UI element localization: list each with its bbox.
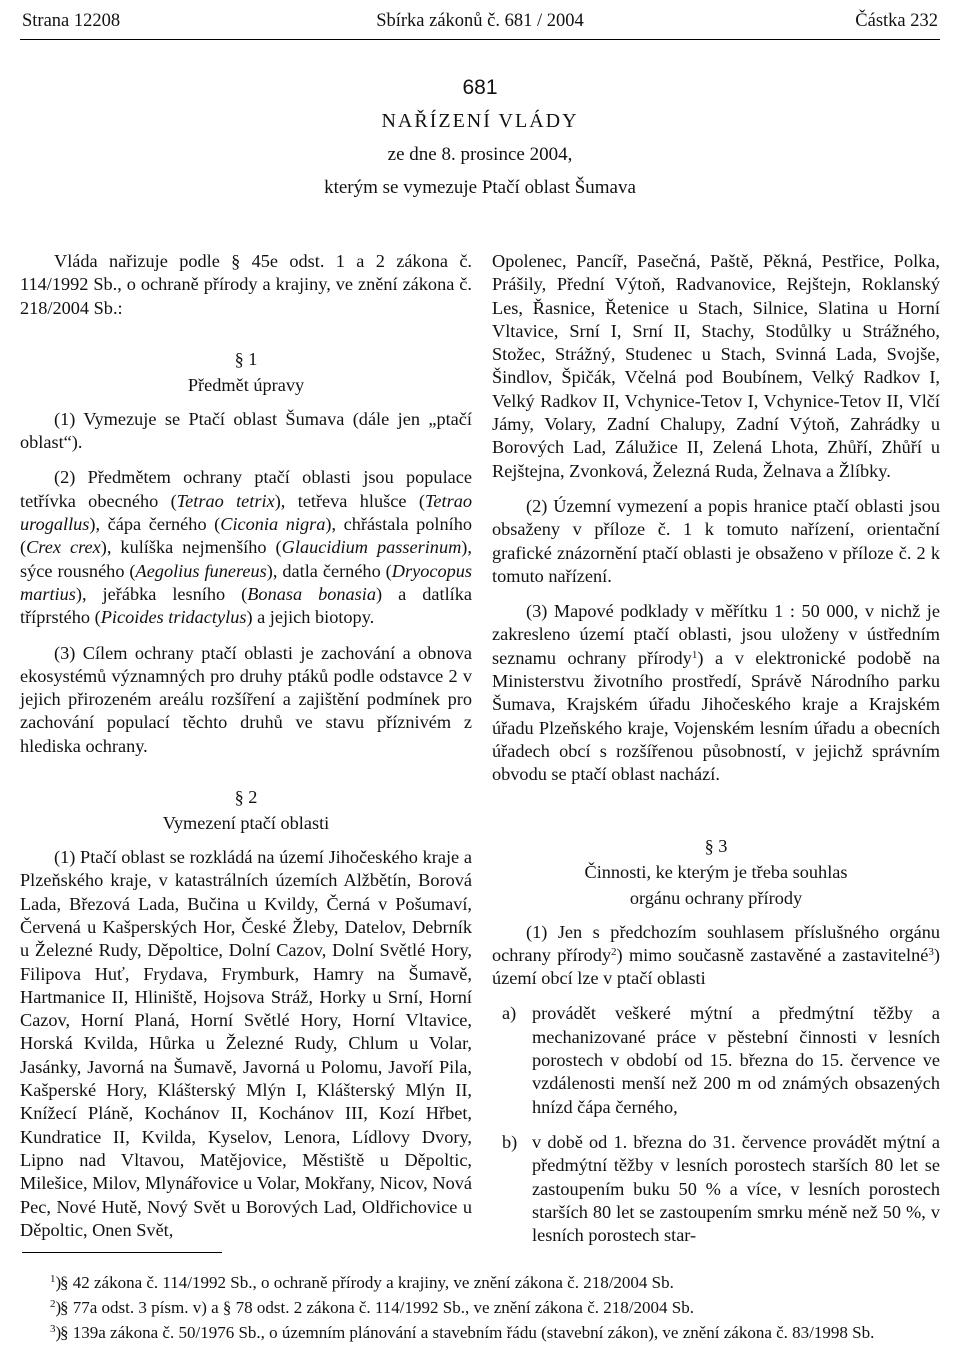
- list-item: [492, 1131, 940, 1247]
- section-3-sign: § 3: [704, 835, 728, 856]
- footnote-ref-2[interactable]: 2: [611, 945, 617, 958]
- section-2-paragraph-1: (1) Ptačí oblast se rozkládá na území Jihočeského kraje a Plzeňského kraje, v katastrálních územích Alžbětín, Borová Lada, Březová Lada, Bučina u Kvildy, Černá v Pošumaví, Červená u Kašperských Hor, České Žleby, Datelov, Debrník u Železné Rudy, Děpoltice, Dolní Cazov, Dolní Světlé Hory, Filipova Huť, Frydava, Frymburk, Hamry na Šumavě, Hartmanice II, Hliniště, Hojsova Stráž, Horky u Srní, Horní Cazov, Horní Planá, Horní Světlé Hory, Horní Vltavice, Horská Kvilda, Hůrka u Železné Rudy, Chlum u Volar, Jasánky, Javorná na Šumavě, Javorná u Polomu, Javoří Pila, Kašperské Hory, Klášterský Mlýn I, Klášterský Mlýn II, Knížecí Pláně, Kochánov II, Kochánov III, Kozí Hřbet, Kundratice II, Kvilda, Kyselov, Lenora, Lídlovy Dvory, Lipno nad Vltavou, Matějovice, Městiště u Děpoltic, Milešice, Milov, Mlynářovice u Volar, Mokřany, Nicov, Nová Pec, Nové Hutě, Nový Svět u Borových Lad, Oldřichovice u Děpoltic, Onen Svět,: [20, 847, 472, 1240]
- page-number: Strana 12208: [22, 11, 121, 31]
- section-2-paragraph-3: (3) Mapové podklady v měřítku 1 : 50 000, v nichž je zakresleno území ptačí oblasti, jsou uloženy v ústředním seznamu ochrany přírody$^1$) a v elektronické podobě na Ministerstvu životního prostředí, Správě Národního parku Šumava, Krajském úřadu Jihočeského kraje a Krajském úřadu Plzeňského kraje, Vojenském lesním úřadu a obecních úřadech obcí s rozšířenou působností, v jejichž správním obvodu se ptačí oblast nachází.: [492, 601, 940, 785]
- section-2-title: Vymezení ptačí oblasti: [162, 813, 330, 834]
- document-number: 681: [462, 76, 498, 99]
- footnote-ref-3[interactable]: 3: [928, 945, 934, 958]
- section-3-title-line-1: Činnosti, ke kterým je třeba souhlas: [584, 861, 848, 882]
- page-header: [20, 6, 940, 36]
- section-1-paragraph-2: (2) Předmětem ochrany ptačí oblasti jsou populace tetřívka obecného (Tetrao tetrix), tetřeva hlušce (Tetrao urogallus), čápa černého (Ciconia nigra), chřástala polního (Crex crex), kulíška nejmenšího (Glaucidium passerinum), sýce rousného (Aegolius funereus), datla černého (Dryocopus martius), jeřábka lesního (Bonasa bonasia) a datlíka tříprstého (Picoides tridactylus) a jejich biotopy.: [20, 467, 473, 628]
- left-column: [20, 250, 472, 1242]
- section-1-paragraph-3: (3) Cílem ochrany ptačí oblasti je zachování a obnova ekosystémů významných pro druhy ptáků podle odstavce 2 v jejich přirozeném areálu rozšíření a zajištění podmínek pro zachování populací těchto druhů ve stavu příznivém z hlediska ochrany.: [20, 642, 472, 756]
- document-heading: [0, 74, 960, 204]
- preamble: Vláda nařizuje podle § 45e odst. 1 a 2 zákona č. 114/1992 Sb., o ochraně přírody a krajiny, ve znění zákona č. 218/2004 Sb.:: [20, 251, 472, 318]
- section-2-paragraph-1-continued: Opolenec, Pancíř, Pasečná, Paště, Pěkná, Pestřice, Polka, Prášily, Přední Výtoň, Radvanovice, Rejštejn, Roklanský Les, Řasnice, Řetenice u Stach, Silnice, Slatina u Horní Vltavice, Srní I, Srní II, Stachy, Stodůlky u Strážného, Stožec, Strážný, Studenec u Stach, Svinná Lada, Svojše, Šindlov, Špičák, Včelná pod Boubínem, Velký Radkov I, Velký Radkov II, Vchynice-Tetov I, Vchynice-Tetov II, Vlčí Jámy, Volary, Zadní Chalupy, Zadní Výtoň, Zahrádky u Borových Lad, Zálužice II, Zelená Lhota, Zhůří, Zhůří u Rejštejna, Zvonková, Železná Ruda, Želnava a Žlíbky.: [492, 251, 940, 481]
- header-divider: [20, 39, 940, 40]
- section-1-paragraph-1: (1) Vymezuje se Ptačí oblast Šumava (dále jen „ptačí oblast“).: [20, 408, 472, 453]
- section-3-title-line-2: orgánu ochrany přírody: [629, 887, 803, 908]
- footnote-divider: [22, 1252, 222, 1253]
- section-3-item-list: [492, 1002, 940, 1247]
- section-1-sign: § 1: [234, 348, 258, 369]
- item-a-text: provádět veškeré mýtní a předmýtní těžby a mechanizované práce v pěstební činnosti v lesních porostech v období od 15. března do 15. července ve vzdálenosti menší než 200 m od známých obsazených hnízd čápa černého,: [532, 1003, 940, 1117]
- item-b-text: v době od 1. března do 31. července provádět mýtní a předmýtní těžby v lesních porostech starších 80 let se zastoupením buku 50 % a více, v lesních porostech starších 80 let se zastoupením smrku méně než 50 %, v lesních porostech star-: [532, 1131, 940, 1246]
- document-subject: kterým se vymezuje Ptačí oblast Šumava: [324, 177, 636, 198]
- part-number: Částka 232: [855, 11, 938, 31]
- section-3-paragraph-1: (1) Jen s předchozím souhlasem příslušného orgánu ochrany přírody$^2$) mimo současně zastavěné a zastavitelné$^3$) území obcí lze v ptačí oblasti: [492, 921, 940, 989]
- list-item: [492, 1002, 940, 1118]
- section-2-sign: § 2: [234, 787, 258, 808]
- item-b-label: b): [502, 1131, 518, 1152]
- footnote-ref-1[interactable]: 1: [691, 648, 698, 661]
- section-1-title: Předmět úpravy: [187, 374, 305, 395]
- item-a-label: a): [502, 1003, 517, 1024]
- footnote-1: $^1$) § 42 zákona č. 114/1992 Sb., o ochraně přírody a krajiny, ve znění zákona č. 218/2004 Sb.: [50, 1273, 674, 1292]
- footnotes: [20, 1270, 940, 1345]
- footnote-3: $^3$) § 139a zákona č. 50/1976 Sb., o územním plánování a stavebním řádu (stavební zákon), ve znění zákona č. 83/1998 Sb.: [50, 1323, 875, 1342]
- document-type: NAŘÍZENÍ VLÁDY: [381, 110, 579, 132]
- collection-title: Sbírka zákonů č. 681 / 2004: [376, 11, 584, 31]
- footnote-2: $^2$) § 77a odst. 3 písm. v) a § 78 odst. 2 zákona č. 114/1992 Sb., ve znění zákona č. 218/2004 Sb.: [50, 1298, 694, 1317]
- document-date: ze dne 8. prosince 2004,: [387, 144, 573, 165]
- section-2-paragraph-2: (2) Územní vymezení a popis hranice ptačí oblasti jsou obsaženy v příloze č. 1 k tomuto nařízení, orientační grafické znázornění ptačí oblasti je obsaženo v příloze č. 2 k tomuto nařízení.: [492, 495, 940, 586]
- right-column: [492, 250, 940, 1259]
